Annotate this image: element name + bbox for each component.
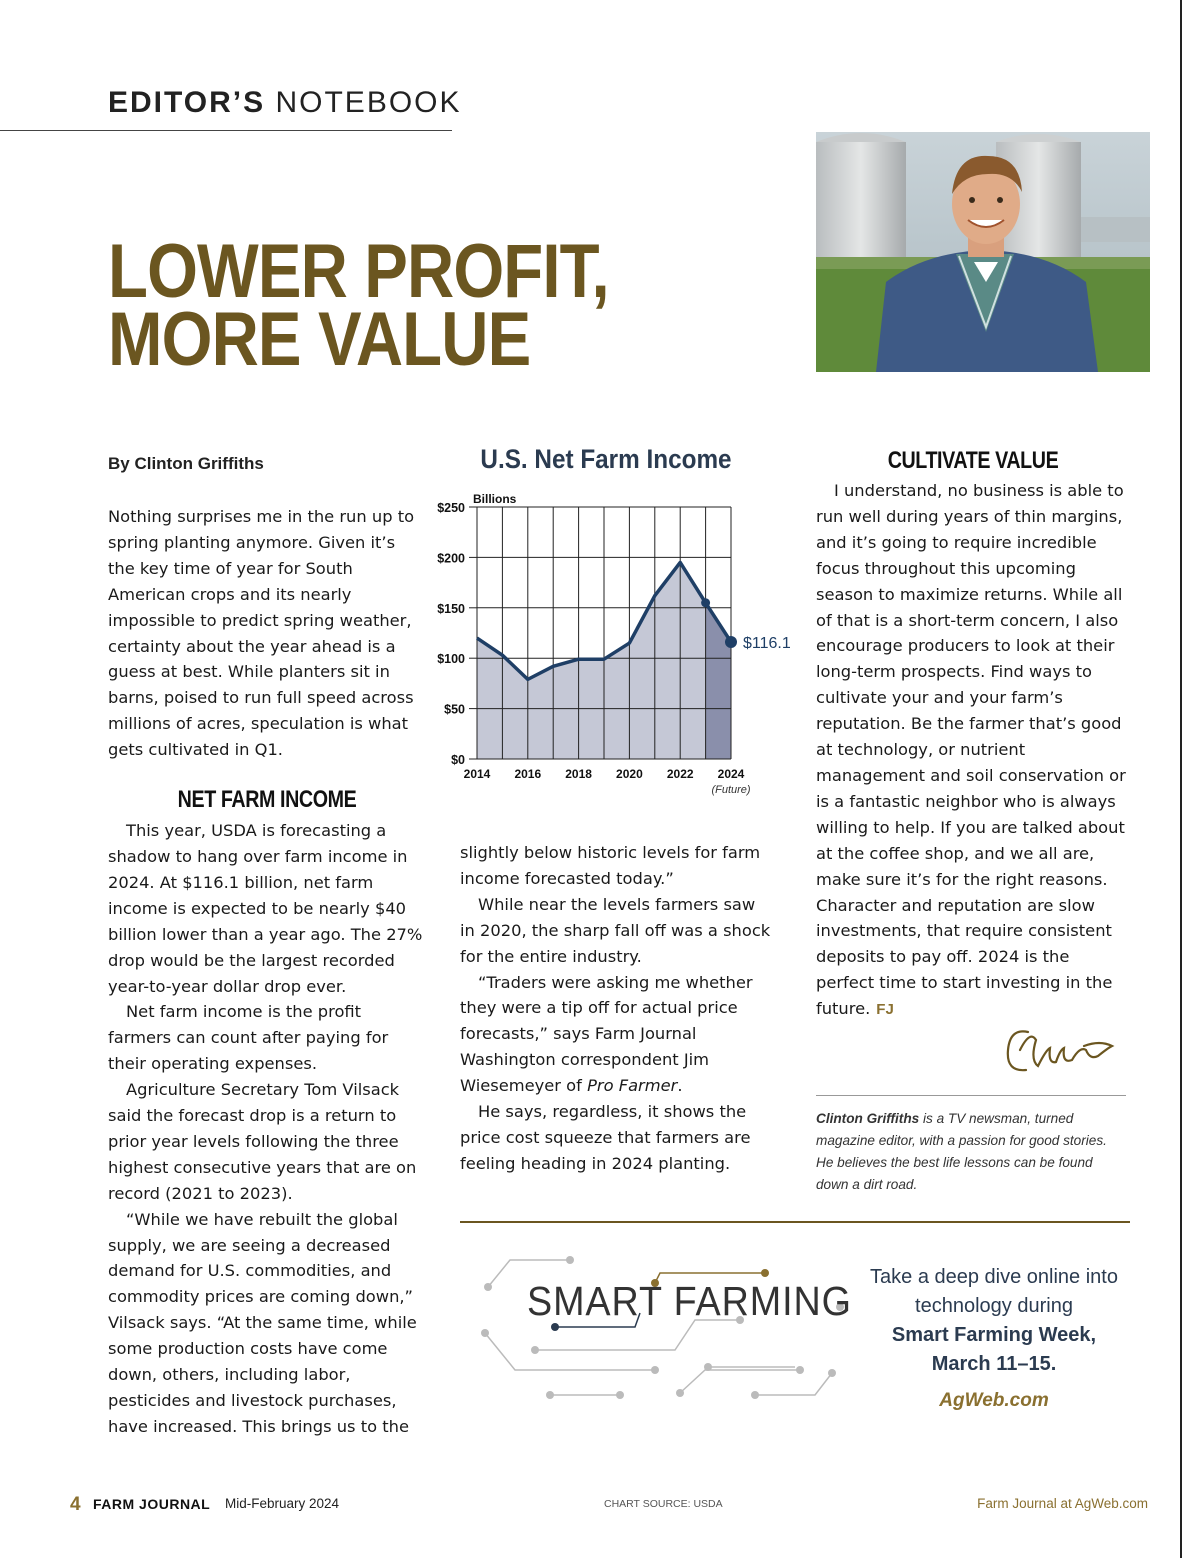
- value-annotation: $116.1: [743, 634, 791, 652]
- column-1: [108, 504, 426, 1440]
- column-2: [460, 840, 772, 1177]
- header-rule: [0, 130, 452, 131]
- x-tick-label: 2022: [666, 767, 694, 781]
- promo-text: Take a deep dive online into technology during Smart Farming Week, March 11–15.: [870, 1266, 1118, 1375]
- data-point: [725, 636, 737, 648]
- y-tick-label: $150: [437, 601, 465, 616]
- subhead-cultivate-value: CULTIVATE VALUE: [887, 447, 1059, 474]
- chart-title: U.S. Net Farm Income: [480, 444, 732, 474]
- headline-line-2: MORE VALUE: [108, 297, 531, 382]
- y-tick-label: $0: [451, 753, 465, 767]
- footer-brand: FARM JOURNAL: [93, 1496, 211, 1512]
- promo-url-link[interactable]: AgWeb.com: [939, 1390, 1049, 1411]
- paragraph: I understand, no business is able to run well during years of thin margins, and it’s going to require incredible focus throughout this upcoming season to maximize returns. While all of that is a short-term concern, I also encourage producers to look at their long-term prospects. Find ways to cultivate your and your farm’s reputation. Be the farmer that’s good at technology, or nutrient management and soil conservation or is a fantastic neighbor who is always willing to help. If you are talked about at the coffee shop, and we all are, make sure it’s for the right reasons. Character and reputation are slow investments, that require consistent deposits to pay off. 2024 is the perfect time to start investing in the future. FJ: [816, 481, 1126, 1019]
- x-tick-label: 2016: [514, 767, 542, 781]
- x-tick-label: 2014: [463, 767, 491, 781]
- paragraph: This year, USDA is forecasting a shadow to hang over farm income in 2024. At $116.1 billion, net farm income is expected to be nearly $40 billion lower than a year ago. The 27% drop would be the largest recorded year-to-year dollar drop ever.: [108, 821, 423, 996]
- paragraph: While near the levels farmers saw in 2020, the sharp fall off was a shock for the entire industry.: [460, 894, 771, 966]
- intro-paragraph: Nothing surprises me in the run up to spring planting anymore. Given it’s the key time of year for South American crops and its nearly impossible to predict spring weather, certainty about the year ahead is a guess at best. While planters sit in barns, poised to run full speed across millions of acres, speculation is what gets cultivated in Q1.: [108, 507, 415, 760]
- page-edge-rule: [1180, 0, 1182, 1558]
- section-label: EDITOR’S NOTEBOOK: [108, 86, 462, 119]
- paragraph: He says, regardless, it shows the price cost squeeze that farmers are feeling heading in 2024 planting.: [460, 1102, 751, 1173]
- future-note: (Future): [711, 784, 751, 796]
- area-fill-future: [706, 603, 731, 759]
- y-axis-label: Billions: [473, 492, 517, 506]
- column-3: [816, 444, 1130, 1023]
- x-tick-label: 2020: [616, 767, 643, 781]
- paragraph: Net farm income is the profit farmers can count after paying for their operating expenses.: [108, 1002, 389, 1074]
- y-tick-label: $100: [437, 652, 465, 667]
- author-photo: [816, 132, 1150, 372]
- subhead-net-farm-income: NET FARM INCOME: [177, 786, 357, 814]
- x-tick-label: 2024: [717, 767, 745, 781]
- paragraph: Agriculture Secretary Tom Vilsack said the forecast drop is a return to prior year levels following the three highest consecutive years that are on record (2021 to 2023).: [108, 1080, 417, 1203]
- y-tick-label: $200: [437, 551, 465, 566]
- x-tick-label: 2018: [565, 767, 592, 781]
- bio-rule: [816, 1095, 1126, 1096]
- byline: By Clinton Griffiths: [108, 454, 264, 473]
- paragraph: slightly below historic levels for farm income forecasted today.”: [460, 843, 761, 888]
- author-bio: Clinton Griffiths is a TV newsman, turned magazine editor, with a passion for good stories. He believes the best life lessons can be found down a dirt road.: [816, 1111, 1107, 1192]
- headline-line-1: LOWER PROFIT,: [108, 229, 609, 314]
- paragraph: “Traders were asking me whether they were a tip off for actual price forecasts,” says Farm Journal Washington correspondent Jim Wiesemeyer of Pro Farmer.: [460, 972, 753, 1096]
- promo-rule: [460, 1221, 1130, 1223]
- y-tick-label: $50: [444, 702, 465, 717]
- footer-site: Farm Journal at AgWeb.com: [977, 1496, 1148, 1511]
- headline: [108, 229, 609, 382]
- signature: [1000, 1020, 1120, 1080]
- data-point: [701, 598, 710, 607]
- circuit-graphic: [470, 1245, 850, 1410]
- page-number: 4: [70, 1494, 81, 1515]
- smart-farming-logo: SMART FARMING: [527, 1278, 852, 1324]
- y-tick-label: $250: [437, 501, 465, 515]
- footer-issue-date: Mid-February 2024: [225, 1496, 340, 1511]
- chart-source: CHART SOURCE: USDA: [604, 1498, 723, 1510]
- net-farm-income-chart: [425, 485, 805, 815]
- fj-signoff: FJ: [876, 1001, 894, 1019]
- paragraph: “While we have rebuilt the global supply, we are seeing a decreased demand for U.S. commodities, and commodity prices are coming down,” Vilsack says. “At the same time, while some production costs have come down, others, including labor, pesticides and livestock purchases, have increased. This brings us to the: [108, 1209, 417, 1436]
